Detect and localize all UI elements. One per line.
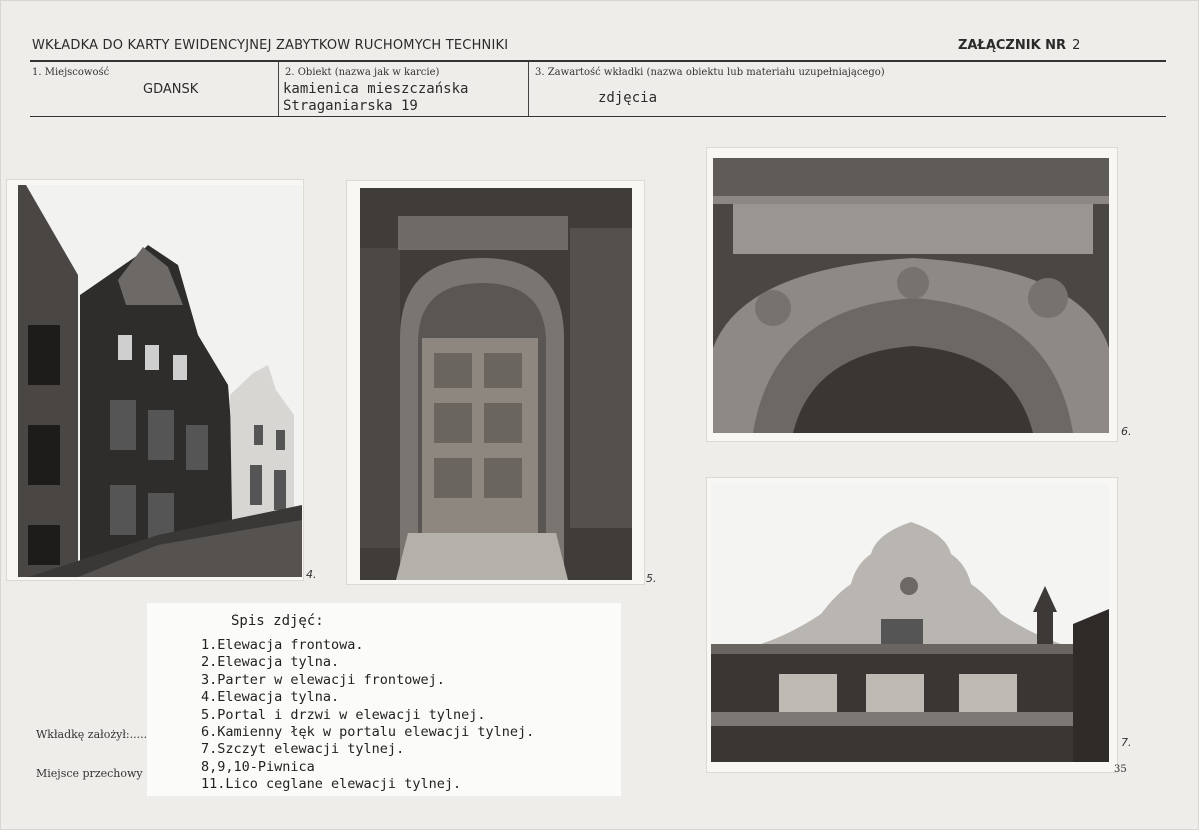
photo-5-portal-door (347, 181, 644, 584)
index-item: 5.Portal i drzwi w elewacji tylnej. (201, 706, 486, 723)
document-title: WKŁADKA DO KARTY EWIDENCYJNEJ ZABYTKOW RUCHOMYCH TECHNIKI (32, 38, 509, 53)
index-item: 4.Elewacja tylna. (201, 689, 340, 706)
storage-place-label: Miejsce przechowy (36, 767, 143, 780)
contents-label: 3. Zawartość wkładki (nazwa obiektu lub materiału uzupełniającego) (535, 67, 885, 78)
header-bottom-rule (30, 116, 1166, 117)
index-item: 6.Kamienny łęk w portalu elewacji tylnej. (201, 724, 535, 741)
contents-value: zdjęcia (598, 90, 658, 106)
index-item: 7.Szczyt elewacji tylnej. (201, 741, 405, 758)
photo-7-gable (707, 478, 1117, 772)
corner-number: 35 (1114, 764, 1127, 775)
photo-4-image (18, 185, 302, 577)
photo-4-number: 4. (306, 568, 317, 581)
photo-6-number: 6. (1121, 425, 1132, 438)
header-top-rule (30, 60, 1166, 62)
object-value-line1: kamienica mieszczańska (283, 81, 469, 97)
photo-7-number: 7. (1121, 736, 1132, 749)
photo-5-number: 5. (646, 572, 657, 585)
photo-index-card (147, 603, 621, 796)
object-value-line2: Straganiarska 19 (283, 98, 418, 114)
locality-value: GDANSK (143, 82, 199, 97)
photo-7-image (711, 484, 1109, 762)
field-divider-2 (528, 62, 529, 116)
annex-label-text: ZAŁĄCZNIK NR (958, 38, 1067, 53)
photo-5-image (360, 188, 632, 580)
index-item: 11.Lico ceglane elewacji tylnej. (201, 776, 462, 793)
photo-4-rear-elevation (7, 180, 303, 580)
field-divider-1 (278, 62, 279, 116)
photo-6-image (713, 158, 1109, 433)
photo-6-stone-arch (707, 148, 1117, 441)
created-by-label: Wkładkę założył:..... (36, 728, 148, 741)
index-title: Spis zdjęć: (231, 613, 324, 629)
index-item: 8,9,10-Piwnica (201, 758, 315, 775)
index-list (201, 637, 534, 794)
index-item: 3.Parter w elewacji frontowej. (201, 671, 445, 688)
annex-label (958, 38, 1080, 53)
index-item: 2.Elewacja tylna. (201, 654, 340, 671)
annex-number: 2 (1072, 38, 1081, 53)
locality-label: 1. Miejscowość (32, 67, 110, 78)
object-label: 2. Obiekt (nazwa jak w karcie) (285, 67, 440, 78)
index-item: 1.Elewacja frontowa. (201, 637, 364, 653)
